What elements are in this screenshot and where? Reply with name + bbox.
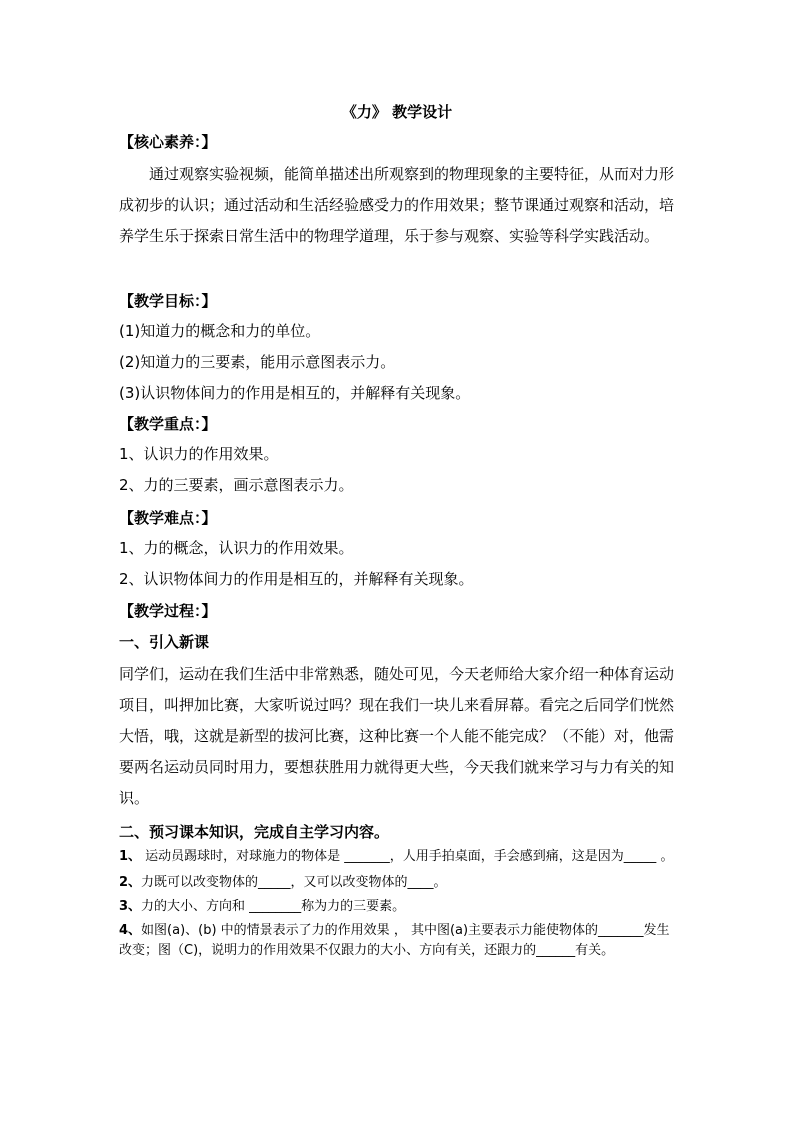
objective-item-3: (3)认识物体间力的作用是相互的，并解释有关现象。 xyxy=(119,384,471,402)
question-2-text: 力既可以改变物体的_____，又可以改变物体的____。 xyxy=(141,875,447,890)
section-questions xyxy=(119,847,679,961)
section-difficulties xyxy=(119,506,679,595)
process-heading: 【教学过程：】 xyxy=(119,602,217,620)
question-3-text: 力的大小、方向和 ________称为力的三要素。 xyxy=(141,899,406,914)
difficulty-item-2: 2、认识物体间力的作用是相互的，并解释有关现象。 xyxy=(119,570,474,588)
objectives-heading: 【教学目标：】 xyxy=(119,292,217,310)
section-core-literacy xyxy=(119,130,679,252)
question-1 xyxy=(119,847,679,867)
objective-item-2: (2)知道力的三要素，能用示意图表示力。 xyxy=(119,353,396,371)
key-point-item-2: 2、力的三要素，画示意图表示力。 xyxy=(119,476,354,494)
question-4 xyxy=(119,921,679,961)
part1-heading: 一、引入新课 xyxy=(119,633,210,651)
key-points-heading: 【教学重点：】 xyxy=(119,415,217,433)
section-key-points xyxy=(119,412,679,501)
difficulty-item-1: 1、力的概念，认识力的作用效果。 xyxy=(119,539,354,557)
section-process xyxy=(119,599,679,844)
core-literacy-heading: 【核心素养：】 xyxy=(119,133,217,151)
section-objectives xyxy=(119,289,679,409)
question-1-number: 1、 xyxy=(119,849,142,864)
question-3 xyxy=(119,897,679,917)
objective-item-1: (1)知道力的概念和力的单位。 xyxy=(119,322,321,340)
question-1-text: 运动员踢球时，对球施力的物体是 _______，人用手拍桌面，手会感到痛，这是因为_____ 。 xyxy=(141,849,674,864)
question-4-number: 4、 xyxy=(119,923,142,938)
difficulties-heading: 【教学难点：】 xyxy=(119,509,217,527)
question-2-number: 2、 xyxy=(119,875,142,890)
question-2 xyxy=(119,873,679,893)
document-title: 《力》 教学设计 xyxy=(341,103,453,121)
question-4-text: 如图(a)、(b) 中的情景表示了力的作用效果 ， 其中图(a)主要表示力能使物体的_______发生改变；图（C)，说明力的作用效果不仅跟力的大小、方向有关，还跟力的______有关。 xyxy=(119,923,670,958)
part1-paragraph: 同学们，运动在我们生活中非常熟悉，随处可见，今天老师给大家介绍一种体育运动项目，叫押加比赛，大家听说过吗？现在我们一块儿来看屏幕。看完之后同学们恍然大悟，哦，这就是新型的拔河比赛，这种比赛一个人能不能完成？（不能）对，他需要两名运动员同时用力，要想获胜用力就得更大些，今天我们就来学习与力有关的知识。 xyxy=(119,665,675,807)
part2-heading: 二、预习课本知识，完成自主学习内容。 xyxy=(119,823,390,841)
key-point-item-1: 1、认识力的作用效果。 xyxy=(119,445,279,463)
question-3-number: 3、 xyxy=(119,899,142,914)
core-literacy-paragraph: 通过观察实验视频，能简单描述出所观察到的物理现象的主要特征，从而对力形成初步的认识；通过活动和生活经验感受力的作用效果；整节课通过观察和活动，培养学生乐于探索日常生活中的物理学道理，乐于参与观察、实验等科学实践活动。 xyxy=(119,165,675,245)
